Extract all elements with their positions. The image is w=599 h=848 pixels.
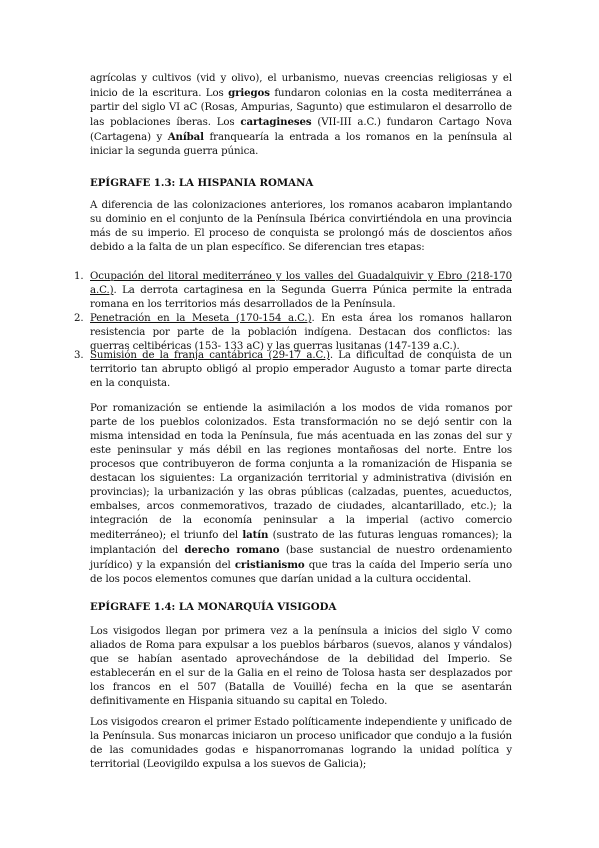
text-run: fundaron colonias en la costa mediterránea a partir del siglo VI aC (Rosas, Ampurias, Sagunto) que estimularon el desarrollo de las poblaciones íberas. Los [90, 88, 512, 128]
heading-monarquia-visigoda: EPÍGRAFE 1.4: LA MONARQUÍA VISIGODA [90, 601, 337, 613]
text-run: que tras la caída del Imperio sería uno de los pocos elementos comunes que darían unidad a la cultura occidental. [90, 560, 512, 585]
list-item-title: Sumisión de la franja cantábrica (29-17 a.C.) [90, 350, 330, 361]
list-item-2 [74, 312, 512, 354]
paragraph-visigoth-state: Los visigodos crearon el primer Estado políticamente independiente y unificado de la Península. Sus monarcas iniciaron un proceso unificador que condujo a la fusión de las comunidades godas e hispanorromanas logrando la unidad política y territorial (Leovigildo expulsa a los suevos de Galicia); [90, 717, 512, 770]
list-item-text: . En esta área los romanos hallaron resistencia por parte de la población indígena. Destacan dos conflictos: las guerras celtibéricas (153- 133 aC) y las guerras lusitanas (147-139 a.C.). [90, 313, 512, 352]
text-run: agrícolas y cultivos (vid y olivo), el urbanismo, nuevas creencias religiosas y el inicio de la escritura. Los [90, 73, 512, 99]
bold-term-griegos: griegos [228, 87, 270, 99]
list-number: 2. [74, 313, 84, 324]
list-item-text: . La derrota cartaginesa en la Segunda Guerra Púnica permite la entrada romana en los territorios más desarrollados de la Península. [90, 285, 512, 310]
bold-term-cartagineses: cartagineses [240, 116, 312, 128]
text-run: (sustrato de las futuras lenguas romances); la implantación del [90, 530, 512, 556]
bold-term-cristianismo: cristianismo [234, 559, 305, 571]
list-number: 1. [74, 271, 84, 282]
paragraph-colonizations [90, 72, 512, 159]
list-item-title: Ocupación del litoral mediterráneo y los valles del Guadalquivir y Ebro (218-170 a.C.) [90, 271, 512, 296]
list-item-title: Penetración en la Meseta (170-154 a.C.) [90, 313, 312, 324]
heading-hispania-romana: EPÍGRAFE 1.3: LA HISPANIA ROMANA [90, 177, 314, 189]
bold-term-anibal: Aníbal [167, 131, 204, 143]
text-run: franquearía la entrada a los romanos en la península al iniciar la segunda guerra púnica. [90, 132, 512, 157]
list-item-text: . La dificultad de conquista de un territorio tan abrupto obligó al propio emperador Augusto a tomar parte directa en la conquista. [90, 350, 512, 389]
text-run: Por romanización se entiende la asimilación a los modos de vida romanos por parte de los pueblos colonizados. Esta transformación no se dejó sentir con la misma intensidad en toda la Península, fue más acentuada en las zonas del sur y este peninsular y más débil en las regiones montañosas del norte. Entre los procesos que contribuyeron de forma conjunta a la romanización de Hispania se destacan los siguientes: La organización territorial y administrativa (división en provincias); la urbanización y las obras públicas (calzadas, puentes, acueductos, embalses, arcos conmemorativos, trazado de ciudades, alcantarillado, etc.); la integración de la economía peninsular a la imperial (activo comercio mediterráneo); el triunfo del [90, 403, 512, 541]
list-number: 3. [74, 350, 84, 361]
bold-term-latin: latín [242, 529, 269, 541]
paragraph-roman-conquest: A diferencia de las colonizaciones anteriores, los romanos acabaron implantando su dominio en el conjunto de la Península Ibérica convirtiéndola en una provincia más de su imperio. El proceso de conquista se prolongó más de doscientos años debido a la falta de un plan específico. Se diferencian tres etapas: [90, 200, 512, 253]
paragraph-visigoths-arrival: Los visigodos llegan por primera vez a la península a inicios del siglo V como aliados de Roma para expulsar a los pueblos bárbaros (suevos, alanos y vándalos) que se habían asentado aprovechándose de la debilidad del Imperio. Se establecerán en el sur de la Galia en el reino de Tolosa hasta ser desplazados por los francos en el 507 (Batalla de Vouillé) fecha en la que se asentarán definitivamente en Hispania situando su capital en Toledo. [90, 626, 512, 707]
list-item-3 [74, 349, 512, 391]
paragraph-romanization [90, 402, 512, 587]
text-run: (base sustancial de nuestro ordenamiento jurídico) y la expansión del [90, 545, 512, 571]
bold-term-derecho-romano: derecho romano [184, 544, 280, 556]
text-run: (VII-III a.C.) fundaron Cartago Nova (Cartagena) y [90, 117, 513, 143]
list-item-1 [74, 270, 512, 312]
